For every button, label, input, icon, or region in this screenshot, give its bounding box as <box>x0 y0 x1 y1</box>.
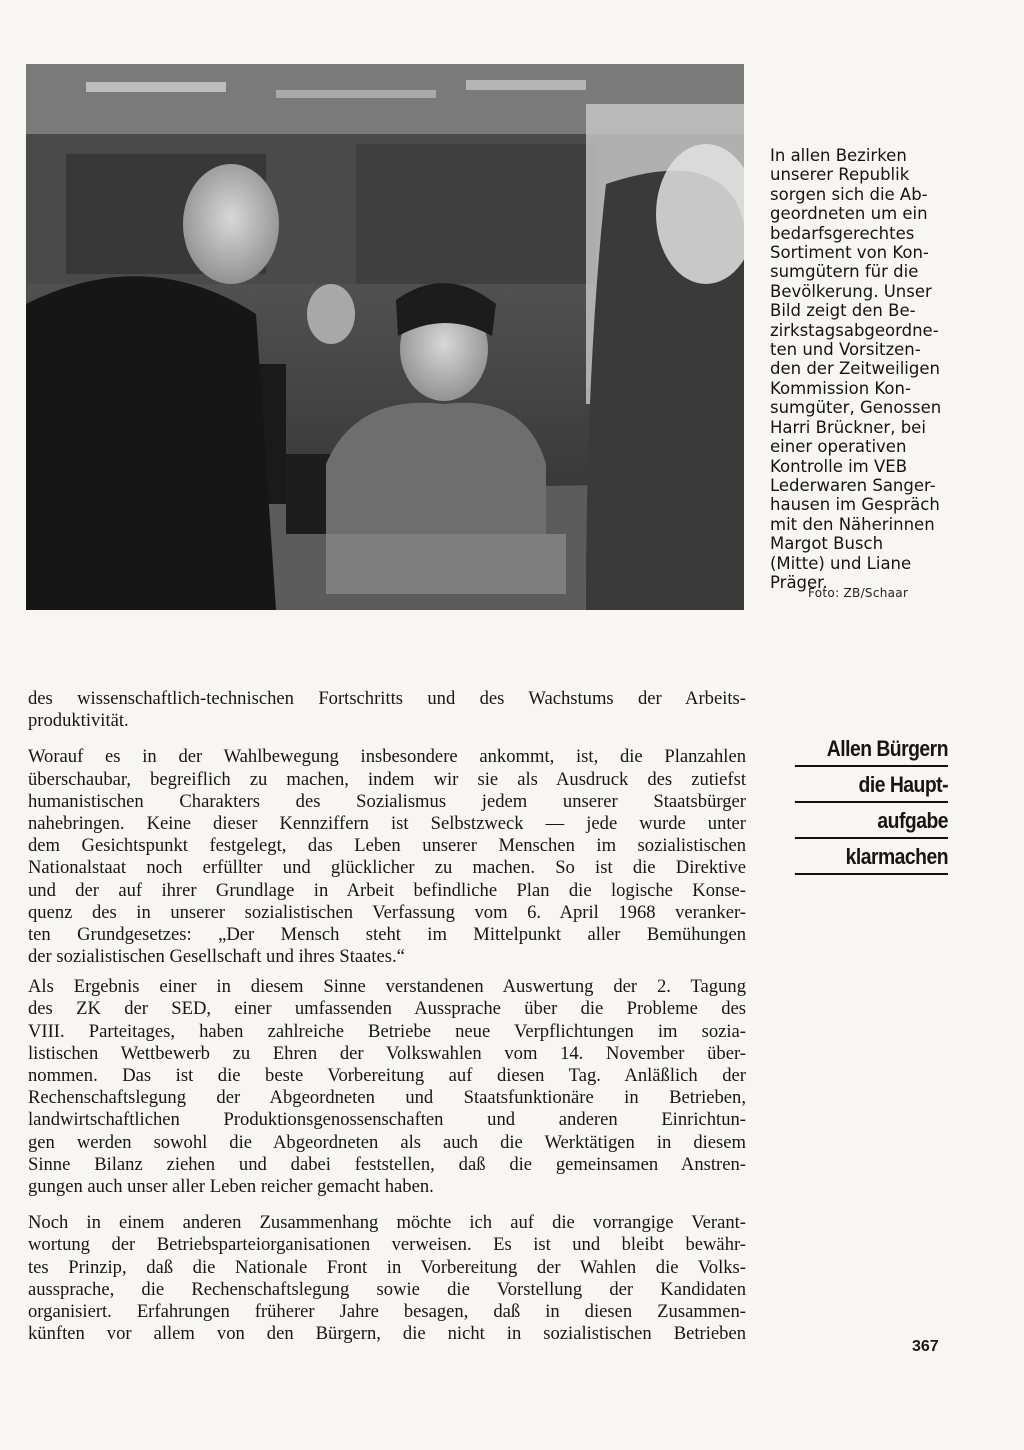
caption-line: einer operativen <box>770 437 907 457</box>
text-line: gen werden sowohl die Abgeordneten als auch die Werktätigen in diesem <box>28 1131 746 1153</box>
caption-line: mit den Näherinnen <box>770 514 935 534</box>
photo-credit: Foto: ZB/Schaar <box>808 586 909 600</box>
caption-line: Bild zeigt den Be- <box>770 301 916 321</box>
article-photo <box>26 64 744 610</box>
text-line: wortung der Betriebsparteiorganisationen verweisen. Es ist und bleibt bewähr- <box>28 1234 746 1256</box>
text-line: nommen. Das ist die beste Vorbereitung auf diesen Tag. Anläßlich der <box>28 1065 746 1086</box>
caption-line: Bevölkerung. Unser <box>770 281 932 301</box>
text-line: und der auf ihrer Grundlage in Arbeit befindliche Plan die logische Konse- <box>28 879 746 901</box>
paragraph <box>28 1212 746 1345</box>
text-line: humanistischen Charakters des Sozialismus jedem unserer Staatsbürger <box>28 790 746 812</box>
text-line: Noch in einem anderen Zusammenhang möchte ich auf die vorrangige Verant- <box>28 1212 746 1234</box>
caption-line: Margot Busch <box>770 534 884 554</box>
text-line: landwirtschaftlichen Produktionsgenossenschaften und anderen Einrichtun- <box>28 1109 746 1131</box>
text-line: Als Ergebnis einer in diesem Sinne verstandenen Auswertung der 2. Tagung <box>28 976 746 998</box>
caption-line: Kontrolle im VEB <box>770 456 908 476</box>
headline-line: die Haupt- <box>795 770 948 803</box>
caption-line: unserer Republik <box>770 165 910 185</box>
caption-line: (Mitte) und Liane <box>770 553 912 573</box>
photo-caption <box>770 146 950 592</box>
caption-line: geordneten um ein <box>770 204 928 224</box>
text-line: tes Prinzip, daß die Nationale Front in Vorbereitung der Wahlen die Volks- <box>28 1256 746 1278</box>
caption-line: Harri Brückner, bei <box>770 417 926 437</box>
caption-line: ten und Vorsitzen- <box>770 340 921 360</box>
text-line: VIII. Parteitages, haben zahlreiche Betriebe neue Verpflichtungen im sozia- <box>28 1020 746 1042</box>
caption-line: den der Zeitweiligen <box>770 359 940 379</box>
text-line: Rechenschaftslegung der Abgeordneten und Staatsfunktionäre in Betrieben, <box>28 1087 746 1109</box>
article-body <box>28 688 746 1353</box>
caption-line: zirkstagsabgeordne- <box>770 320 939 340</box>
text-line: quenz des in unserer sozialistischen Verfassung vom 6. April 1968 veranker- <box>28 901 746 923</box>
caption-line: Kommission Kon- <box>770 378 911 398</box>
text-line: aussprache, die Rechenschaftslegung sowie die Vorstellung der Kandidaten <box>28 1278 746 1300</box>
caption-line: In allen Bezirken <box>770 146 907 165</box>
page-number: 367 <box>912 1338 939 1355</box>
paragraph <box>28 746 746 968</box>
headline-line: Allen Bürgern <box>795 734 948 767</box>
text-line: dem Gesichtspunkt festgelegt, das Leben unserer Menschen im sozialistischen <box>28 835 746 857</box>
text-line: gungen auch unser aller Leben reicher gemacht haben. <box>28 1175 434 1197</box>
caption-line: bedarfsgerechtes <box>770 223 915 243</box>
caption-line: sumgütern für die <box>770 262 919 282</box>
text-line: produktivität. <box>28 710 129 732</box>
text-line: Sinne Bilanz ziehen und dabei feststellen, daß die gemeinsamen Anstren- <box>28 1153 746 1175</box>
caption-line: sumgüter, Genossen <box>770 398 942 418</box>
text-line: organisiert. Erfahrungen früherer Jahre besagen, daß in diesen Zusammen- <box>28 1300 746 1322</box>
caption-line: Lederwaren Sanger- <box>770 475 936 495</box>
caption-line: hausen im Gespräch <box>770 495 940 515</box>
headline-line: klarmachen <box>795 842 948 875</box>
caption-line: sorgen sich die Ab- <box>770 184 928 204</box>
paragraph <box>28 976 746 1198</box>
text-line: nahebringen. Keine dieser Kennziffern ist Selbstzweck — jede wurde unter <box>28 812 746 834</box>
headline-line: aufgabe <box>795 806 948 839</box>
text-line: listischen Wettbewerb zu Ehren der Volkswahlen vom 14. November über- <box>28 1042 746 1064</box>
side-headline <box>795 734 948 878</box>
text-line: überschaubar, begreiflich zu machen, indem wir sie als Ausdruck des zutiefst <box>28 768 746 790</box>
text-line: Worauf es in der Wahlbewegung insbesondere ankommt, ist, die Planzahlen <box>28 746 746 768</box>
photo-illustration <box>26 64 744 610</box>
paragraph <box>28 688 746 732</box>
text-line: des ZK der SED, einer umfassenden Aussprache über die Probleme des <box>28 998 746 1020</box>
text-line: Nationalstaat noch erfüllter und glücklicher zu machen. So ist die Direktive <box>28 857 746 879</box>
text-line: des wissenschaftlich-technischen Fortschritts und des Wachstums der Arbeits- <box>28 688 746 709</box>
text-line: der sozialistischen Gesellschaft und ihres Staates.“ <box>28 946 405 968</box>
text-line: künften vor allem von den Bürgern, die nicht in sozialistischen Betrieben <box>28 1323 746 1345</box>
text-line: ten Grundgesetzes: „Der Mensch steht im Mittelpunkt aller Bemühungen <box>28 923 746 945</box>
caption-line: Präger. <box>770 572 828 592</box>
caption-line: Sortiment von Kon- <box>770 243 929 263</box>
